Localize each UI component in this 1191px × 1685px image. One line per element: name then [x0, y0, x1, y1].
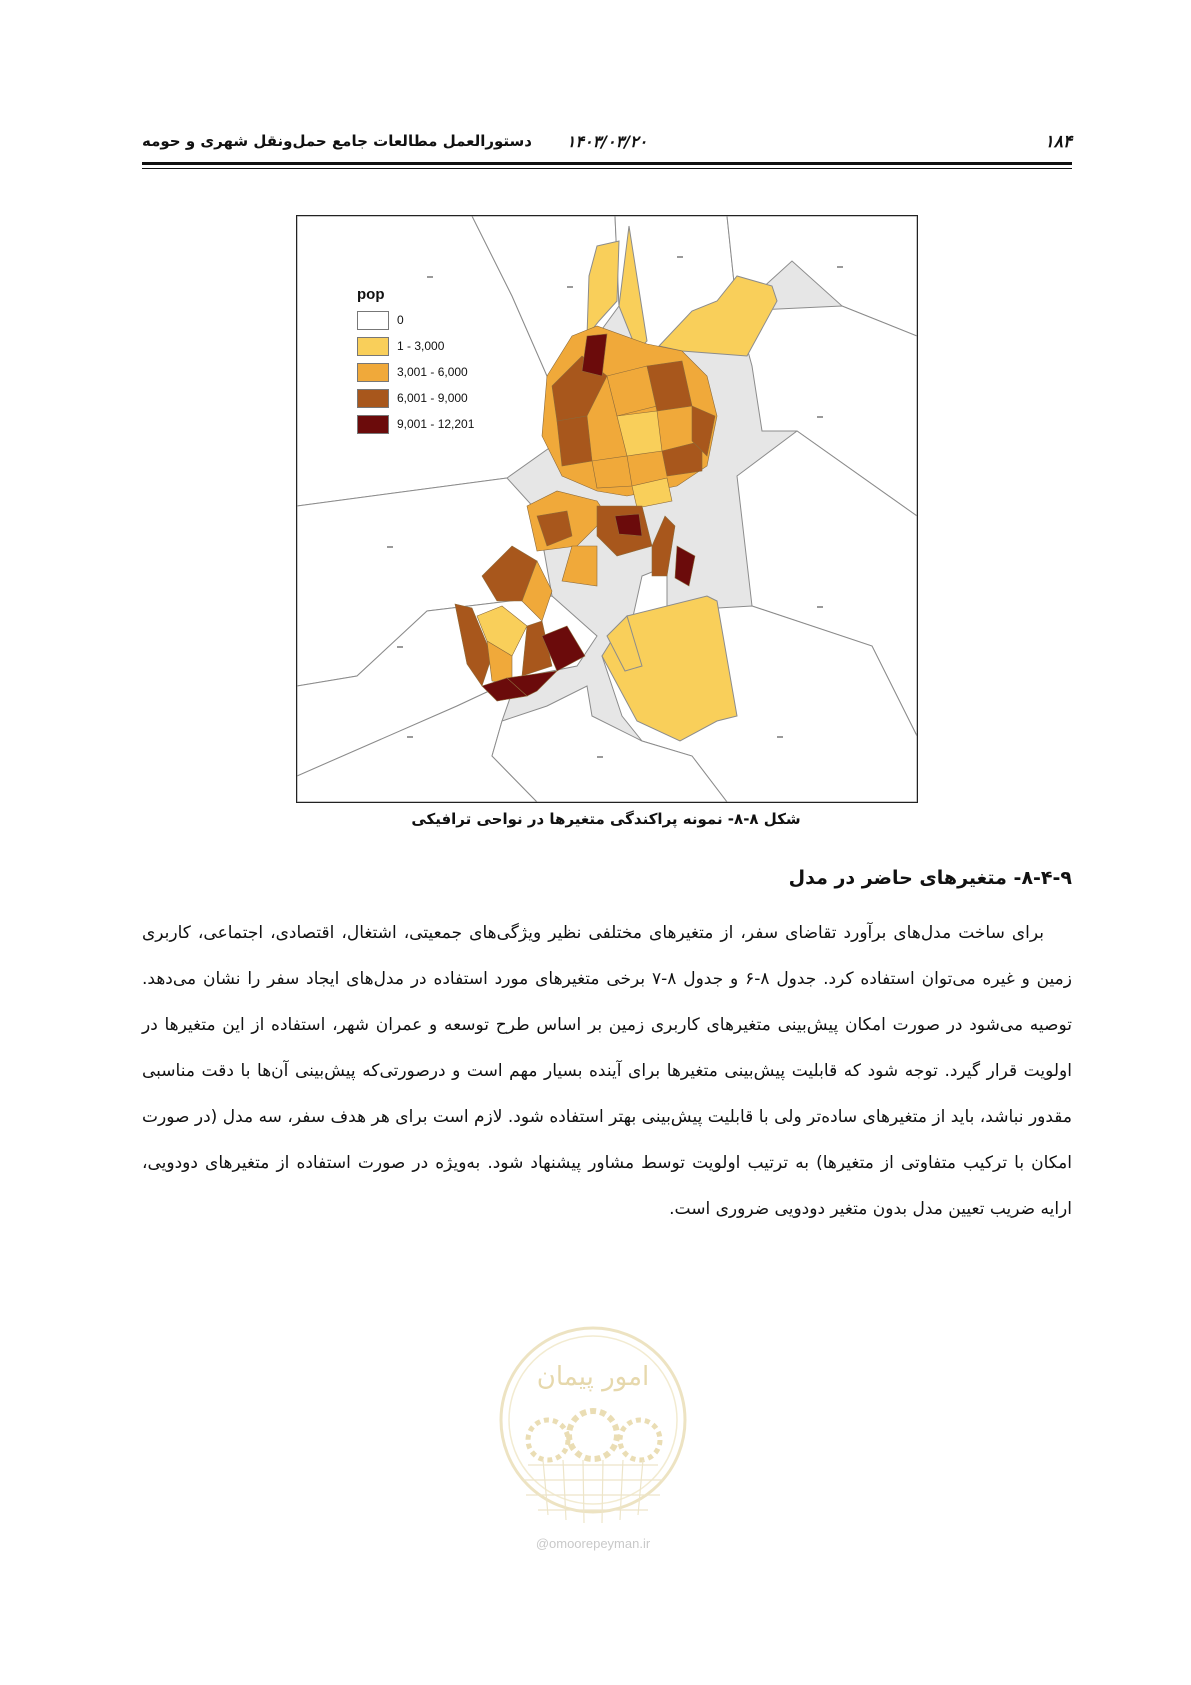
legend-label: 1 - 3,000: [397, 339, 445, 353]
header-date: ۱۴۰۳/۰۳/۲۰: [566, 132, 648, 151]
legend-swatch: [357, 337, 389, 356]
legend-swatch: [357, 363, 389, 382]
traffic-zone-map: [296, 215, 918, 803]
legend-swatch: [357, 311, 389, 330]
legend-item: [357, 385, 474, 411]
watermark-logo: [488, 1315, 698, 1565]
legend-label: 0: [397, 313, 404, 327]
section-heading: ۸-۴-۹- متغیرهای حاضر در مدل: [788, 867, 1072, 889]
core-zones: [527, 326, 717, 586]
legend-item: [357, 359, 474, 385]
map-legend: [357, 286, 474, 437]
body-paragraph-block: [142, 910, 1072, 1232]
legend-title: pop: [357, 286, 385, 303]
legend-swatch: [357, 415, 389, 434]
legend-label: 3,001 - 6,000: [397, 365, 468, 379]
body-paragraph: برای ساخت مدل‌های برآورد تقاضای سفر، از متغیرهای مختلفی نظیر ویژگی‌های جمعیتی، اشتغال، اقتصادی، اجتماعی، کاربری زمین و غیره می‌توان استفاده کرد. جدول ۸-۶ و جدول ۸-۷ برخی متغیرهای مورد استفاده در مدل‌های ایجاد سفر را نشان می‌دهد. توصیه می‌شود در صورت امکان پیش‌بینی متغیرهای کاربری زمین بر اساس طرح توسعه و عمران شهر، استفاده از این متغیرها در اولویت قرار گیرد. توجه شود که قابلیت پیش‌بینی متغیرها برای آینده بسیار مهم است و درصورتی‌که پیش‌بینی آن‌ها با دقت مناسبی مقدور نباشد، باید از متغیرهای ساده‌تر ولی با قابلیت پیش‌بینی بهتر استفاده شود. لازم است برای هر هدف سفر، سه مدل (در صورت امکان با ترکیب متفاوتی از متغیرها) به ترتیب اولویت توسط مشاور پیشنهاد شود. به‌ویژه در صورت استفاده از متغیرهای دودویی، ارایه ضریب تعیین مدل بدون متغیر دودویی ضروری است.: [142, 923, 1072, 1219]
legend-swatch: [357, 389, 389, 408]
watermark-logo-text: امور پیمان: [536, 1362, 650, 1392]
page-header: [142, 128, 1072, 158]
document-title: دستورالعمل مطالعات جامع حمل‌ونقل شهری و حومه: [142, 132, 532, 150]
page-number: ۱۸۴: [1044, 132, 1072, 152]
legend-item: [357, 411, 474, 437]
legend-label: 9,001 - 12,201: [397, 417, 475, 431]
header-rule-thick: [142, 162, 1072, 165]
legend-label: 6,001 - 9,000: [397, 391, 468, 405]
figure-caption: شکل ۸-۸- نمونه پراکندگی متغیرها در نواحی ترافیکی: [411, 810, 801, 828]
watermark-url: @omoorepeyman.ir: [535, 1536, 651, 1551]
legend-item: [357, 333, 474, 359]
legend-item: [357, 307, 474, 333]
header-rule-thin: [142, 168, 1072, 169]
